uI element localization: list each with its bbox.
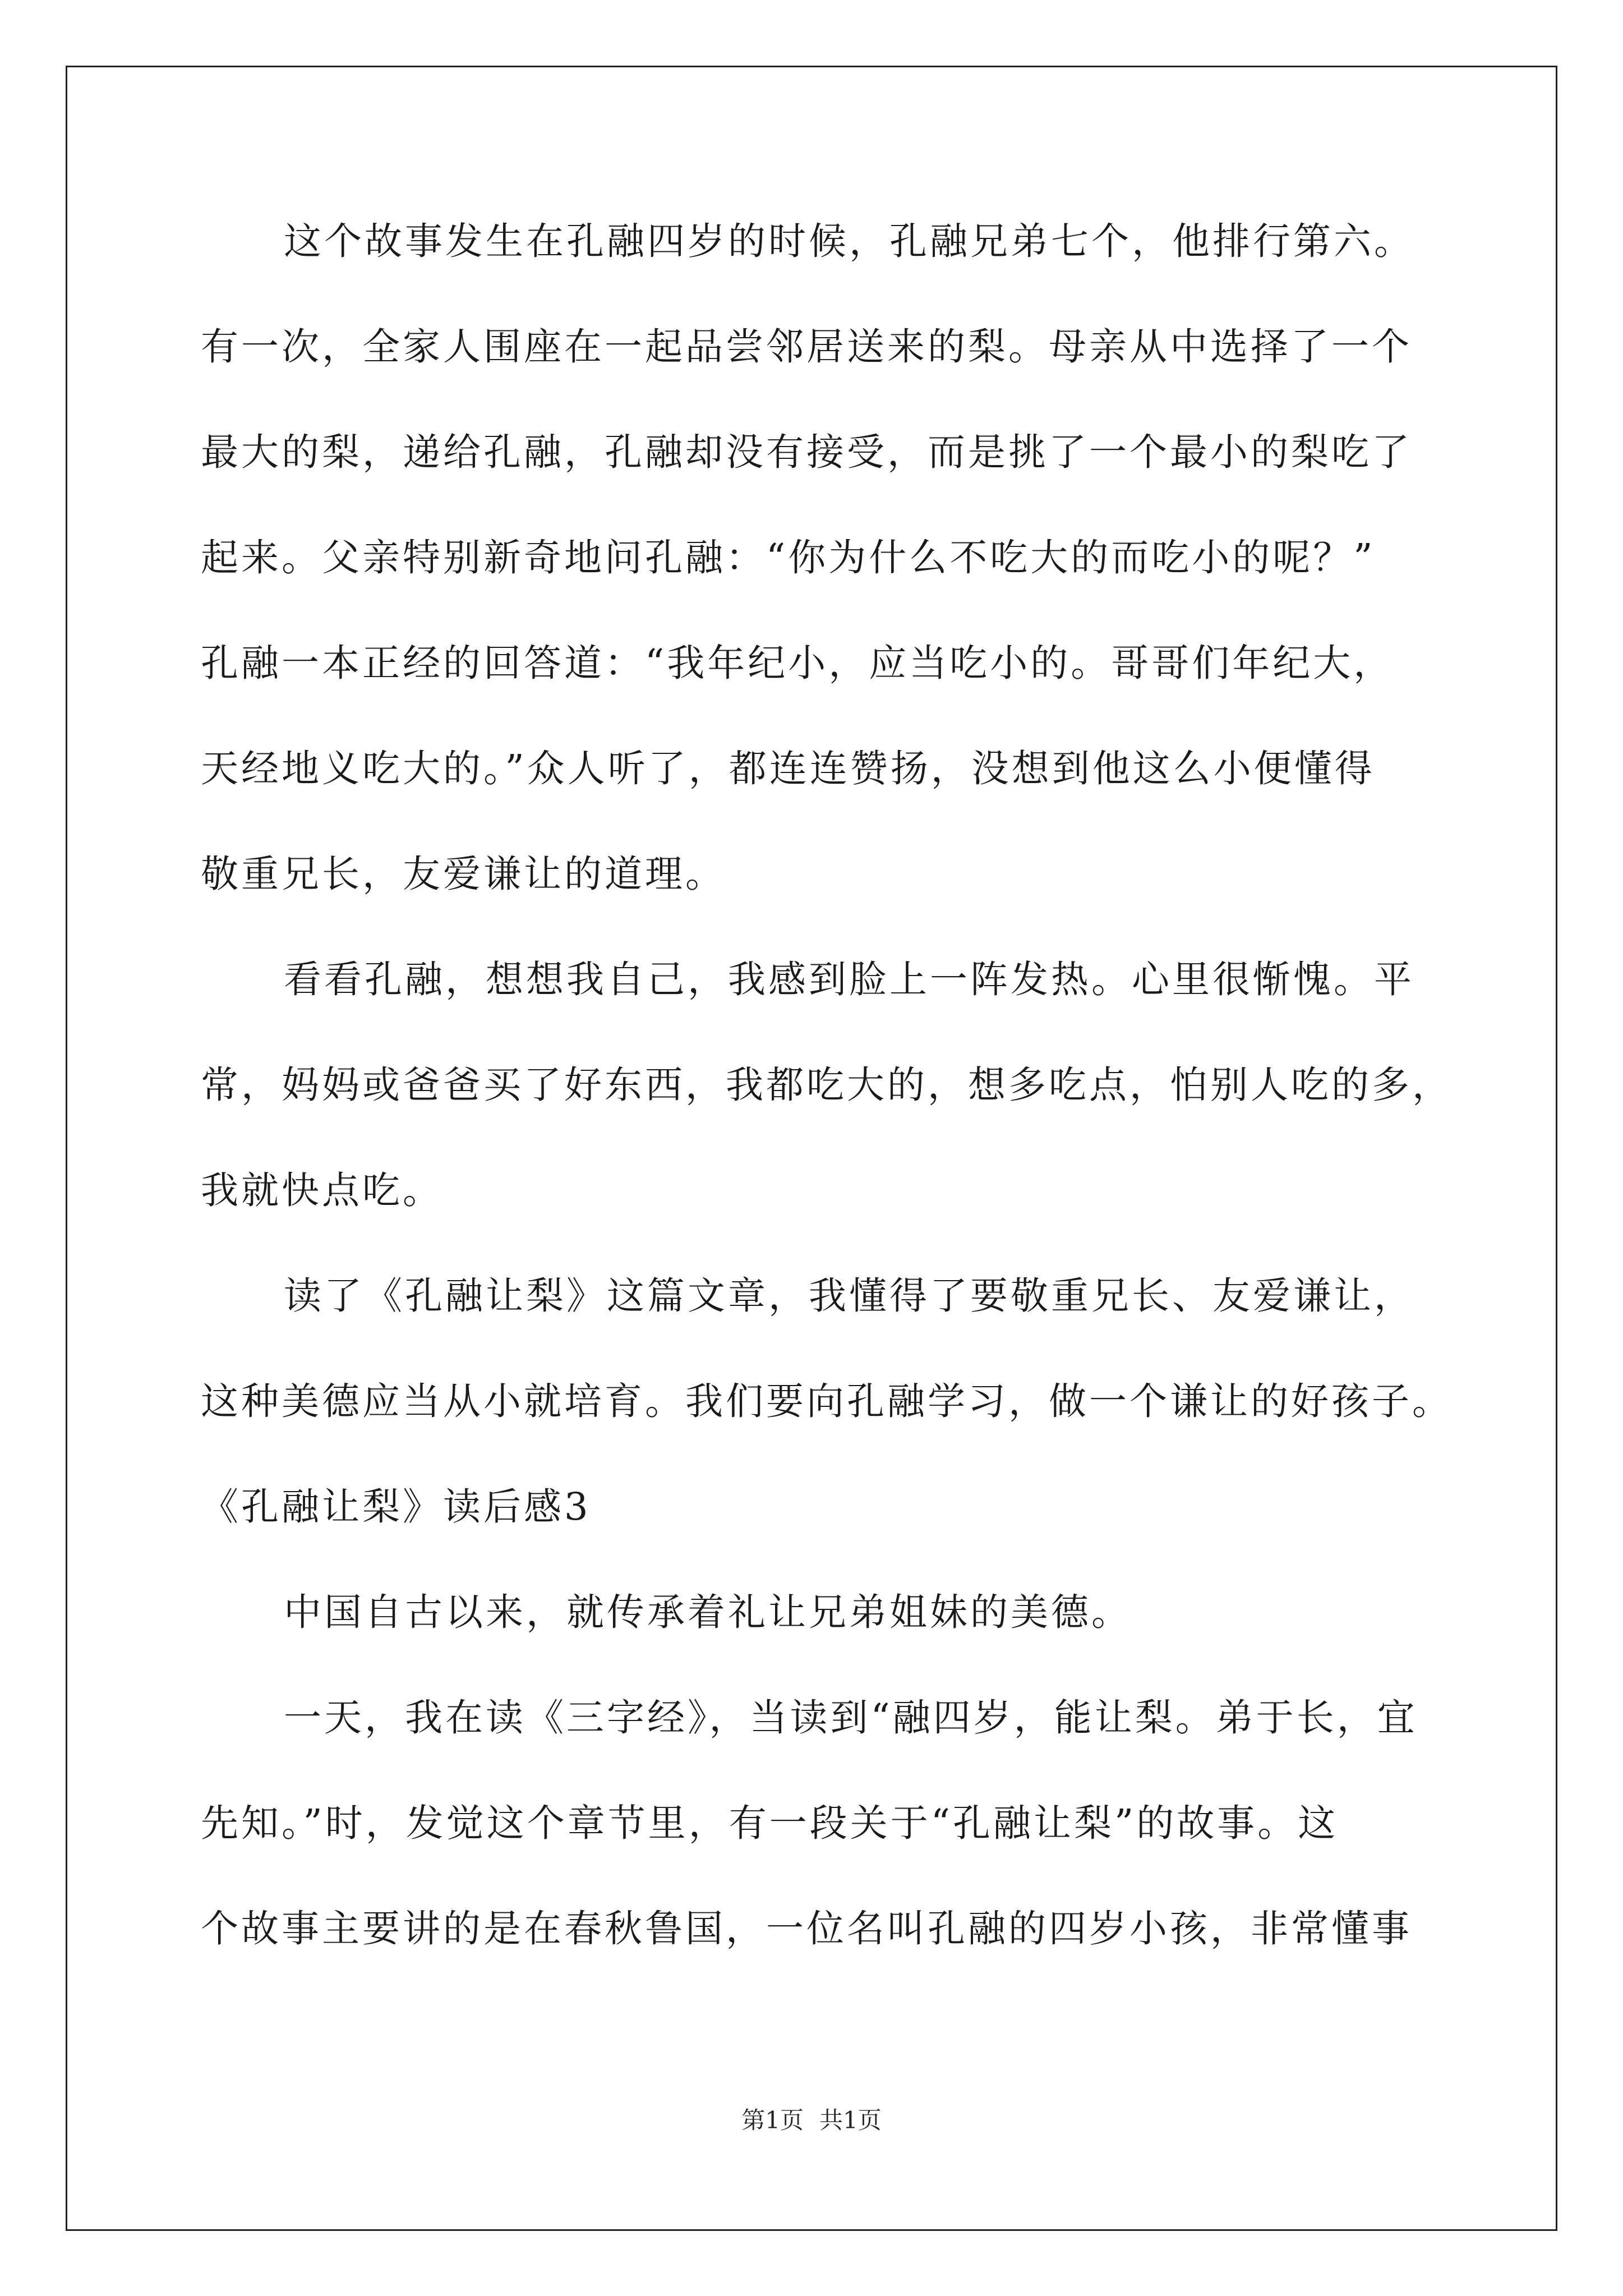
page-number: 第1页 — [741, 2106, 804, 2134]
page-count: 共1页 — [819, 2106, 882, 2134]
text-line: 天经地义吃大的。”众人听了，都连连赞扬，没想到他这么小便懂得 — [201, 747, 1375, 790]
text-line: 一天，我在读《三字经》，当读到“融四岁，能让梨。弟于长，宜 — [284, 1696, 1418, 1740]
text-line: 中国自古以来，就传承着礼让兄弟姐妹的美德。 — [284, 1590, 1132, 1634]
text-line: 孔融一本正经的回答道：“我年纪小，应当吃小的。哥哥们年纪大， — [201, 641, 1394, 685]
text-line: 读了《孔融让梨》这篇文章，我懂得了要敬重兄长、友爱谦让， — [284, 1274, 1414, 1318]
text-line: 有一次，全家人围座在一起品尝邻居送来的梨。母亲从中选择了一个 — [201, 325, 1412, 369]
text-line: 我就快点吃。 — [201, 1168, 443, 1212]
section-heading: 《孔融让梨》读后感3 — [201, 1485, 591, 1529]
text-line: 起来。父亲特别新奇地问孔融：“你为什么不吃大的而吃小的呢？” — [201, 536, 1376, 579]
text-line: 个故事主要讲的是在春秋鲁国，一位名叫孔融的四岁小孩，非常懂事 — [201, 1907, 1412, 1950]
text-line: 先知。”时，发觉这个章节里，有一段关于“孔融让梨”的故事。这 — [201, 1801, 1339, 1845]
text-line: 最大的梨，递给孔融，孔融却没有接受，而是挑了一个最小的梨吃了 — [201, 430, 1412, 474]
text-line: 这种美德应当从小就培育。我们要向孔融学习，做一个谦让的好孩子。 — [201, 1379, 1453, 1423]
text-line: 这个故事发生在孔融四岁的时候，孔融兄弟七个，他排行第六。 — [284, 219, 1414, 263]
text-line: 常，妈妈或爸爸买了好东西，我都吃大的，想多吃点，怕别人吃的多， — [201, 1063, 1453, 1107]
page-footer — [0, 2104, 1623, 2137]
text-line: 敬重兄长，友爱谦让的道理。 — [201, 852, 726, 896]
text-line: 看看孔融，想想我自己，我感到脸上一阵发热。心里很惭愧。平 — [284, 958, 1414, 1001]
